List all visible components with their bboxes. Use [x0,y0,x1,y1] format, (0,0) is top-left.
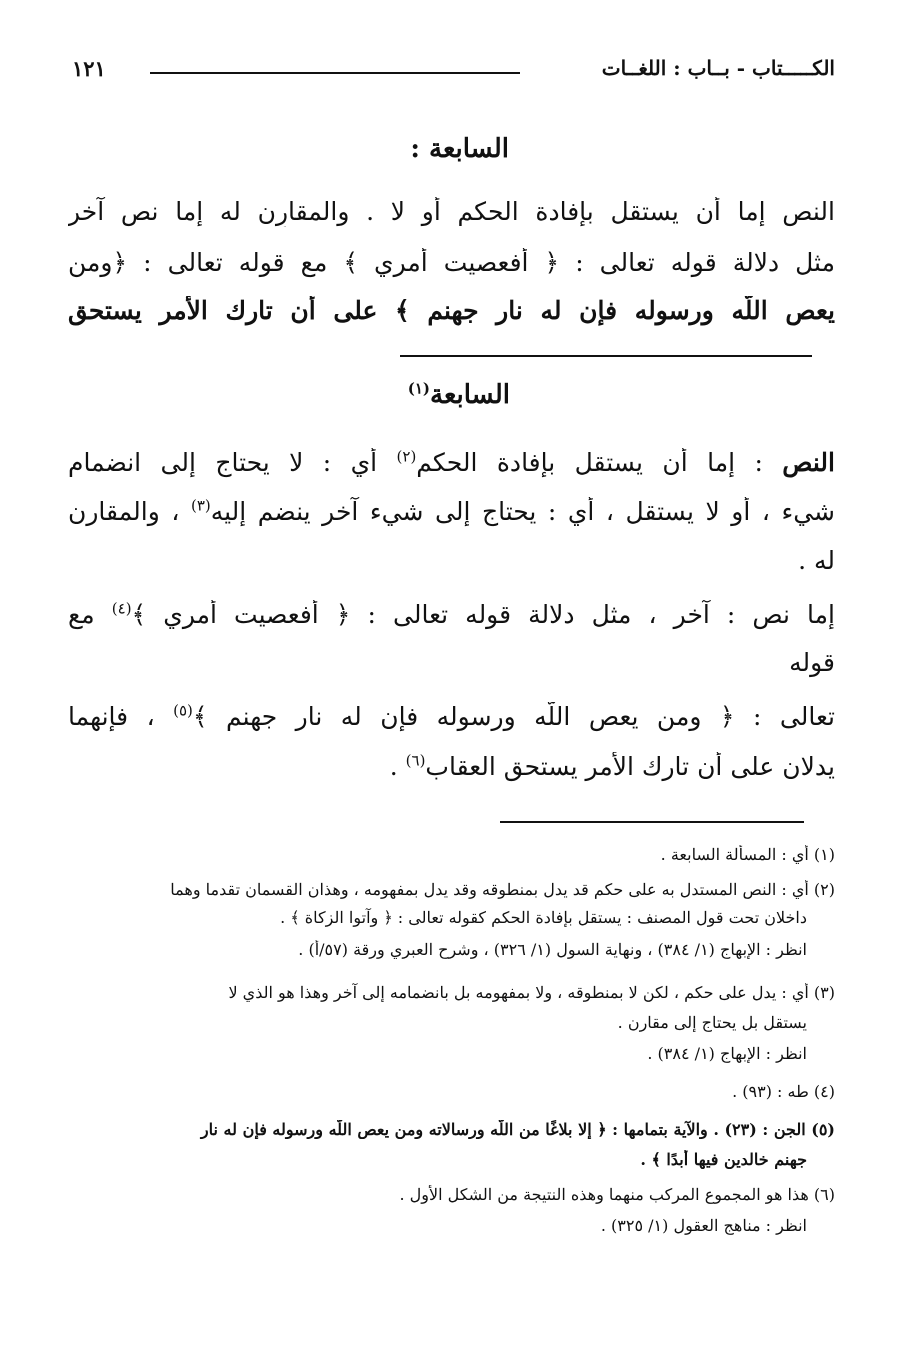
footnote-ref-3: (٣) [190,497,211,515]
sharh-line-2 [68,497,835,527]
sharh-heading [408,380,510,410]
footnote-divider [500,821,804,823]
footnote-2-ref: انظر : الإبهاج (١/ ٣٨٤) ، ونهاية السول (١/ ٣٢٦) ، وشرح العبري ورقة (٥٧/أ) . [298,940,807,959]
sharh-line-1-lead: النص [782,448,835,477]
footnote-1: (١) أي : المسألة السابعة . [660,845,835,864]
page-number: ١٢١ [72,56,106,81]
sharh-line-6 [68,702,835,732]
footnote-ref-4: (٤) [111,600,132,618]
sharh-line-7-post: . [389,752,406,781]
footnote-ref-2: (٢) [396,448,417,466]
footnote-ref-1: (١) [407,379,431,398]
running-head-title: الكـــــتاب - بــاب : اللغــات [601,56,835,80]
sharh-line-3-text: له . [798,546,835,575]
footnote-3-cont: يستقل بل يحتاج إلى مقارن . [617,1013,807,1032]
sharh-line-4-post: مع [68,600,112,629]
sharh-line-6-text: تعالى : ﴿ ومن يعص اللّه ورسوله فإن له نار جهنم ﴾ [192,702,835,731]
sharh-line-5-text: قوله [789,648,835,677]
footnote-2: (٢) أي : النص المستدل به على حكم قد يدل بمنطوقه وقد يدل بمفهومه ، وهذان القسمان تقدما وهما [170,880,835,899]
footnote-3: (٣) أي : يدل على حكم ، لكن لا بمنطوقه ، ولا بمفهومه بل بانضمامه إلى آخر وهذا هو الذي لا [228,983,835,1002]
sharh-line-2-post: ، والمقارن [68,497,191,526]
sharh-line-5 [68,648,835,678]
footnote-2-cont: داخلان تحت قول المصنف : يستقل بإفادة الحكم كقوله تعالى : ﴿ وآتوا الزكاة ﴾ . [280,908,807,927]
running-head-rule [150,72,520,74]
footnote-6-ref: انظر : مناهج العقول (١/ ٣٢٥) . [600,1216,807,1235]
sharh-line-7-text: يدلان على أن تارك الأمر يستحق العقاب [425,752,835,781]
sharh-line-6-post: ، فإنهما [68,702,174,731]
matn-line-2: مثل دلالة قوله تعالى : ﴿ أفعصيت أمري ﴾ مع قوله تعالى : ﴿ومن [68,248,835,277]
sharh-line-4-text: إما نص : آخر ، مثل دلالة قوله تعالى : ﴿ أفعصيت أمري ﴾ [131,600,835,629]
footnote-5: (٥) الجن : (٢٣) . والآية بتمامها : ﴿ إلا بلاغًا من اللّه ورسالاته ومن يعص اللّه ورسوله فإن له نار [200,1120,835,1139]
sharh-line-1 [68,448,835,478]
sharh-line-1-post: أي : لا يحتاج إلى انضمام [68,448,397,477]
sharh-line-7 [68,752,835,782]
footnote-3-ref: انظر : الإبهاج (١/ ٣٨٤) . [647,1044,807,1063]
footnote-ref-6: (٦) [405,752,426,770]
matn-line-1: النص إما أن يستقل بإفادة الحكم أو لا . والمقارِن له إما نص آخر [68,197,835,226]
footnote-6: (٦) هذا هو المجموع المركب منهما وهذه النتيجة من الشكل الأول . [399,1185,835,1204]
footnote-5-cont: جهنم خالدين فيها أبدًا ﴾ . [640,1150,807,1169]
sharh-line-2-text: شيء ، أو لا يستقل ، أي : يحتاج إلى شيء آخر ينضم إليه [210,497,835,526]
matn-line-3: يعص اللّه ورسوله فإن له نار جهنم ﴾ على أن تارك الأمر يستحق [68,296,835,325]
matn-heading: السابعة : [410,134,509,164]
sharh-line-4 [68,600,835,630]
section-divider [400,355,812,357]
sharh-line-3 [68,546,835,576]
sharh-heading-text: السابعة [430,380,510,410]
sharh-line-1-text: : إما أن يستقل بإفادة الحكم [416,448,783,477]
footnote-ref-5: (٥) [173,702,193,720]
footnote-4: (٤) طه : (٩٣) . [732,1082,835,1101]
